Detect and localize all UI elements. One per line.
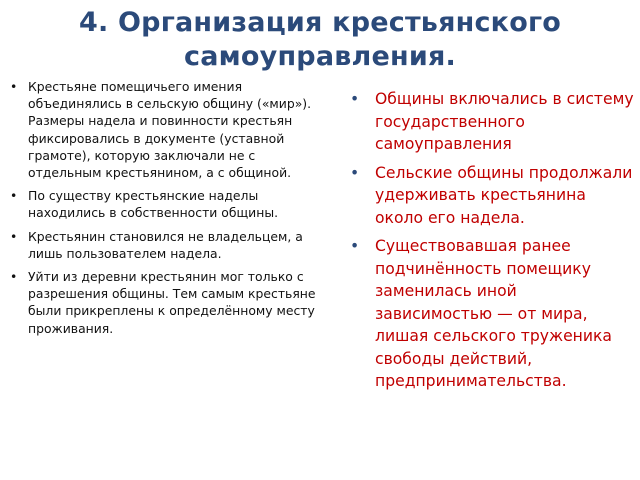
- list-item: [350, 162, 634, 230]
- bullet-icon: •: [10, 269, 18, 285]
- list-item-text: Уйти из деревни крестьянин мог только с разрешения общины. Тем самым крестьяне были прикреплены к определённому месту проживания.: [28, 269, 316, 336]
- bullet-icon: •: [350, 90, 360, 108]
- left-bullet-list: [8, 78, 326, 343]
- list-item-text: Существовавшая ранее подчинённость помещику заменилась иной зависимостью — от мира, лишая сельского труженика свободы действий, предпринимательства.: [375, 237, 612, 390]
- list-item-text: Крестьянин становился не владельцем, а лишь пользователем надела.: [28, 228, 303, 261]
- list-item: [8, 268, 326, 337]
- list-item-text: Сельские общины продолжали удерживать крестьянина около его надела.: [375, 163, 633, 227]
- list-item: [8, 78, 326, 181]
- list-item: [350, 88, 634, 156]
- right-bullet-list: [350, 88, 634, 399]
- bullet-icon: •: [350, 163, 360, 182]
- list-item: [350, 235, 634, 393]
- bullet-icon: •: [10, 188, 18, 204]
- list-item: [8, 187, 326, 221]
- list-item-text: Общины включались в систему государственного самоуправления: [375, 90, 634, 153]
- list-item-text: Крестьяне помещичьего имения объединялись в сельскую общину («мир»). Размеры надела и повинности крестьян фиксировались в документе (уставной грамоте), которую заключали не с отдельным крестьянином, а с общиной.: [28, 79, 312, 181]
- list-item-text: По существу крестьянские наделы находились в собственности общины.: [28, 188, 279, 221]
- page-title: 4. Организация крестьянского самоуправления.: [78, 7, 561, 72]
- bullet-icon: •: [10, 228, 18, 244]
- list-item: [8, 228, 326, 262]
- bullet-icon: •: [10, 79, 18, 94]
- bullet-icon: •: [350, 237, 360, 255]
